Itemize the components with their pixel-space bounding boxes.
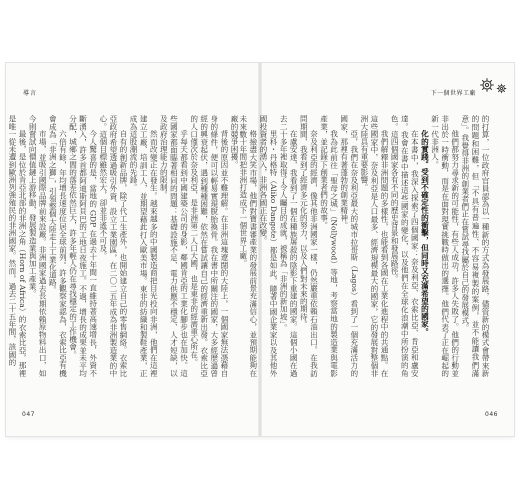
paragraph: 我為此前往「聖母之城」（Nollywood）等地，考察當地的製造業與電影產業，並記錄下創業者們的故事。 <box>319 115 339 377</box>
left-page-number: 047 <box>22 411 35 418</box>
right-page <box>238 63 514 436</box>
paragraph: 乎每天都看到中國建築公司的身影，鄰國肯亞的工業化腳步也在加快。這些國家都面臨著相同的問題：基礎設施不足、電力供應不穩定、人才短缺，以及政府治理能力的限制。 <box>159 115 189 377</box>
emphasized-paragraph: 化的實踐。受到不確定性的衝擊，但同時又充滿希望的國家。 <box>420 130 430 336</box>
right-page-body <box>238 115 490 377</box>
paragraph: 我們解釋非洲問題的多樣性，也能看到各國在工業化進程中的共通點。在這些國家中，奈及利亞是人口最多、經濟規模最大的國家，它的發展對整個非洲大陸具有重要影響。 <box>359 115 390 377</box>
left-page-body <box>7 115 239 377</box>
paragraph: 今人驚喜的是，當地的 GDP 在過去十年間一直維持著高速增長，外資不斷湧入，許多首都阿迪斯阿貝巴的工地日夜施工。不過，增長的成果並未平均分配，城鄉之間的落差依然巨大，許多年輕人仍在尋找穩定的工作機會。 <box>68 115 98 377</box>
left-running-header: 導言 <box>23 90 38 97</box>
paragraph: 六倍有餘，年均增長速度位居全球前列。許多觀察家認為，衣索比亞有機會成為「非洲之獅」，引領整個大陸走上工業化道路。 <box>48 115 68 377</box>
paragraph: 里科・丹格特（Aliko Dangote）都是如此，隨著中國企業家以及其他外國投資者的湧入，非洲各國正在改變。 <box>258 115 279 377</box>
paragraph: 的打算，一位政府官員認為以一種新的方式為發展路，儘管新的模式會帶來新的問題和困難，但「不具有普遍性、不容易複製的案例，並不能讓我們滿意」。我覺得非洲的創業者們正在嘗試尋找屬於自己的發展模式。 <box>460 115 490 377</box>
paragraph: 市場，並吸引國際品牌前來設廠。非洲國家過去長期依賴原物料出口，如今則嘗試向價值鏈上游移動，發展製造業與加工產業。 <box>28 115 48 377</box>
paragraph: 最後，是位於肯亞北部的非洲之角（Horn of Africa）的衣索比亞，那裡是唯一從未遭到歐洲列強殖民的非洲國家。然而，過去二十五年間，該國的 <box>7 115 28 377</box>
right-page-number: 046 <box>485 411 498 418</box>
book-spread <box>6 63 514 436</box>
paragraph: 亞，我們在奈及利亞最大的城市拉哥斯（Lagos）看到了一個充滿活力的國家，那裡有著蓬勃的創業精神。 <box>339 115 359 377</box>
gear-icon <box>479 77 495 93</box>
paragraph: 背後的原因並不難理解。在非洲這塊遼闊的大陸上，一個國家無法憑藉自身的條件，便可以輕易實現脫胎換骨。我在書中所關注的國家，大多經歷過曾經的興衰起伏，遇到種種困難，依然在嘗試讓自己的經濟重新出發。衣索比亞的人口僅次於奈及利亞，是非洲第二人口大國，也是東非的經濟重心所在。 <box>189 115 229 377</box>
paragraph: 自有的創新品牌，除了代工生產外，也開始建立自己的零售網絡。衣索比亞政府希望透過吸引外資、設立工業園區，在二〇二五年成為非洲製造業的中心。這個目標雖然宏大，卻並非遙不可及。 <box>98 115 128 377</box>
paragraph: 奈及利亞的經濟，像其他非洲國家一樣，仍然嚴重依賴石油出口。在我訪問期間，我看到了經濟多元化的努力，以及人們對未來的期待。 <box>299 115 319 377</box>
left-page <box>6 63 260 436</box>
paragraph: 廠的競爭困擾。 <box>230 115 239 169</box>
small-gear-icon <box>496 83 507 94</box>
paragraph: 然而改變正在發生。越來越多的中國製造商把目光投向非洲，他們在這裡建立工廠、培訓工人，並期望藉此打入歐美市場。東非的紡織和製鞋產業，正成為這股潮流的先鋒。 <box>129 115 159 377</box>
paragraph: 格撿盡大笑市場，他們對寶書審產業的發展前景充滿信心，並預期能夠在未來數十年間把非洲打造成下一個世界工廠。 <box>238 115 258 377</box>
paragraph: 在本書中，我深入探索了四個國家：奈及利亞、衣索比亞、肯亞和盧安達。我會在書中描述這些國家的變化，以及他們在全球化浪潮中所扮演的角色。這四個國家各有不同的歷史背景和發展路徑。 <box>390 115 420 377</box>
right-running-header: 下一個世界工廠 <box>430 90 476 97</box>
paragraph: 在盧安達，我看到了一個在種族屠殺的陰影下重建的國家。這個小國在過去二十多年裡取得了令人矚目的成就，被稱為「非洲的新加坡」。 <box>279 115 299 377</box>
paragraph: 他們都努力尋求新的可能性，有些人成功，許多人失敗了。他們的行動並非出於一時衝動，而是在面對現實挑戰時做出的選擇。他們代表了正在崛起的新一代非洲人。 <box>430 115 460 377</box>
